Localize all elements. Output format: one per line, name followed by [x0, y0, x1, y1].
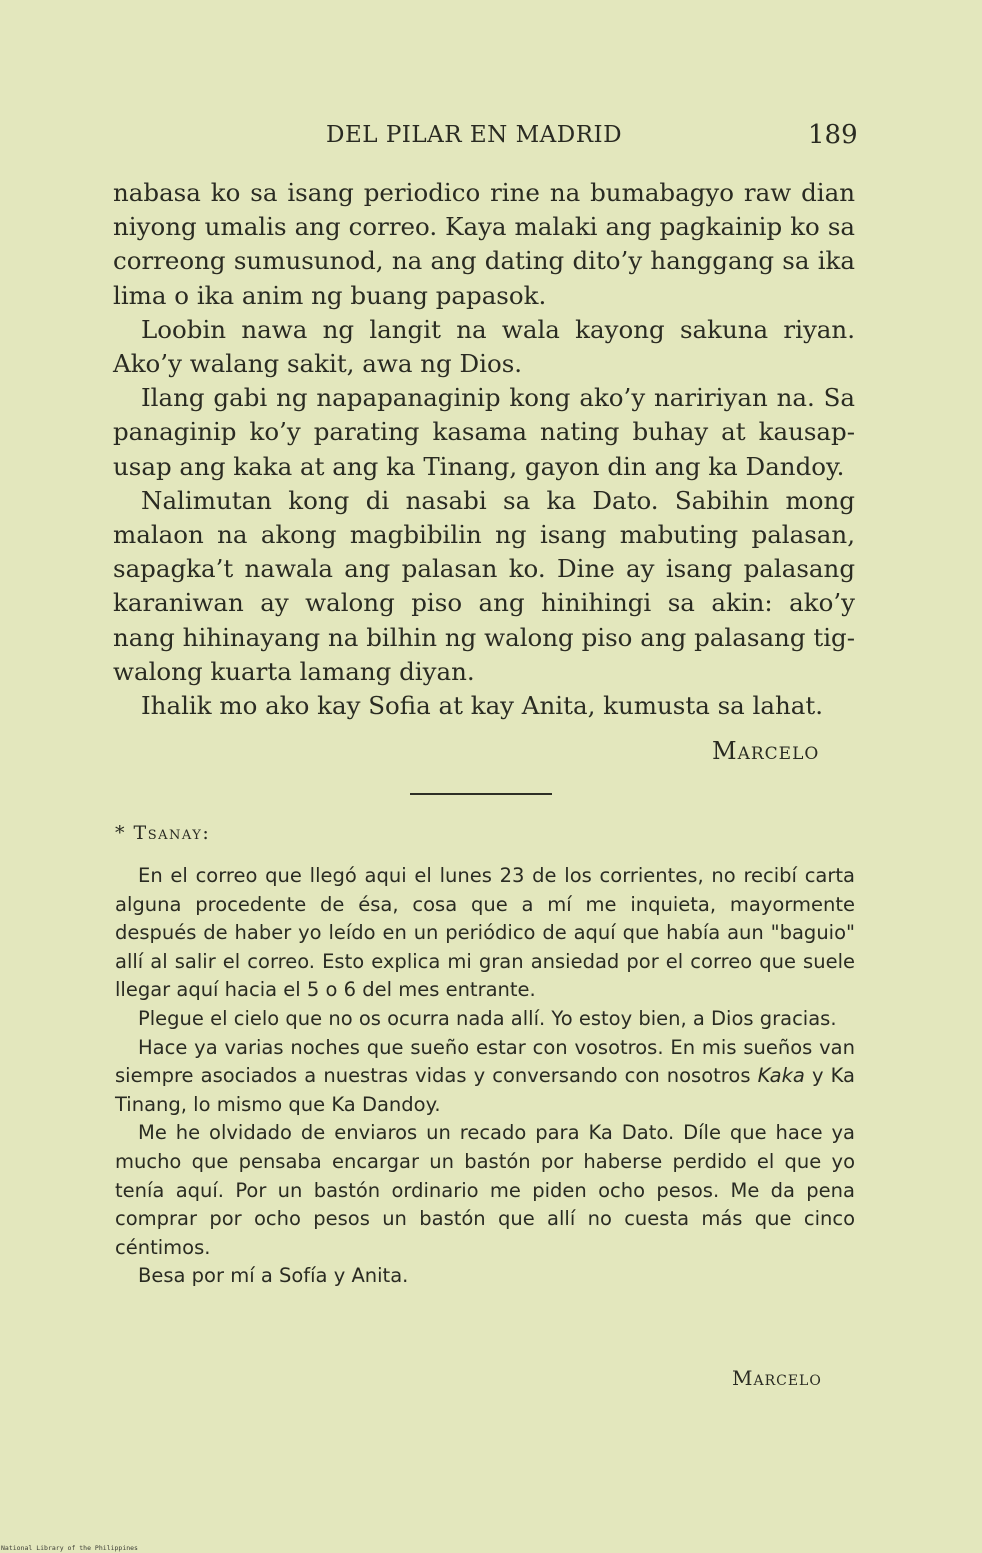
spanish-translation-body [115, 862, 855, 1291]
tagalog-paragraph: nabasa ko sa isang periodico rine na bumabagyo raw dian niyong umalis ang correo. Kaya malaki ang pagkainip ko sa correong sumusunod, na ang dating dito’y hanggang sa ika lima o ika anim ng buang papasok. [113, 178, 855, 310]
running-title: DEL PILAR EN MADRID [326, 122, 623, 148]
tagalog-paragraph: Ihalik mo ako kay Sofia at kay Anita, kumusta sa lahat. [141, 691, 824, 721]
library-watermark: National Library of the Philippines [1, 1544, 138, 1552]
spanish-text: Hace ya varias noches que sueño estar con vosotros. En mis sueños van siempre asociados a nuestras vidas y conversando con nosotros [115, 1035, 855, 1088]
tagalog-paragraph: Nalimutan kong di nasabi sa ka Dato. Sabihin mong malaon na akong magbibilin ng isang mabuting palasan, sapagka’t nawala ang palasan ko. Dine ay isang palasang karaniwan ay walong piso ang hinihingi sa akin: ako’y nang hihinayang na bilhin ng walong piso ang palasang tig-walong kuarta lamang diyan. [113, 485, 855, 686]
tagalog-signature: Marcelo [712, 737, 820, 765]
italic-name: Kaka [757, 1064, 805, 1088]
spanish-text: y Ka Tinang, lo mismo que Ka Dandoy. [115, 1064, 855, 1116]
page-number: 189 [808, 120, 858, 150]
tagalog-paragraph: Loobin nawa ng langit na wala kayong sakuna riyan. Ako’y walang sakit, awa ng Dios. [113, 314, 855, 379]
spanish-paragraph: Me he olvidado de enviaros un recado para Ka Dato. Díle que hace ya mucho que pensaba encargar un bastón por haberse perdido el que yo tenía aquí. Por un bastón ordinario me piden ocho pesos. Me da pena comprar por ocho pesos un bastón que allí no cuesta más que cinco céntimos. [115, 1121, 855, 1259]
spanish-paragraph: Plegue el cielo que no os ocurra nada allí. Yo estoy bien, a Dios gracias. [138, 1006, 837, 1030]
spanish-paragraph [115, 1034, 855, 1120]
tagalog-paragraph: Ilang gabi ng napapanaginip kong ako’y naririyan na. Sa panaginip ko’y parating kasama nating buhay at kausap-usap ang kaka at ang ka Tinang, gayon din ang ka Dandoy. [113, 383, 855, 481]
translation-title: * Tsanay: [115, 822, 211, 844]
spanish-paragraph: En el correo que llegó aqui el lunes 23 de los corrientes, no recibí carta alguna procedente de ésa, cosa que a mí me inquieta, mayormente después de haber yo leído en un periódico de aquí que había aun "baguio" allí al salir el correo. Esto explica mi gran ansiedad por el correo que suele llegar aquí hacia el 5 o 6 del mes entrante. [115, 864, 855, 1002]
section-divider [410, 793, 552, 795]
spanish-paragraph: Besa por mí a Sofía y Anita. [138, 1264, 409, 1288]
spanish-signature: Marcelo [732, 1366, 822, 1390]
tagalog-letter-body [113, 176, 855, 723]
